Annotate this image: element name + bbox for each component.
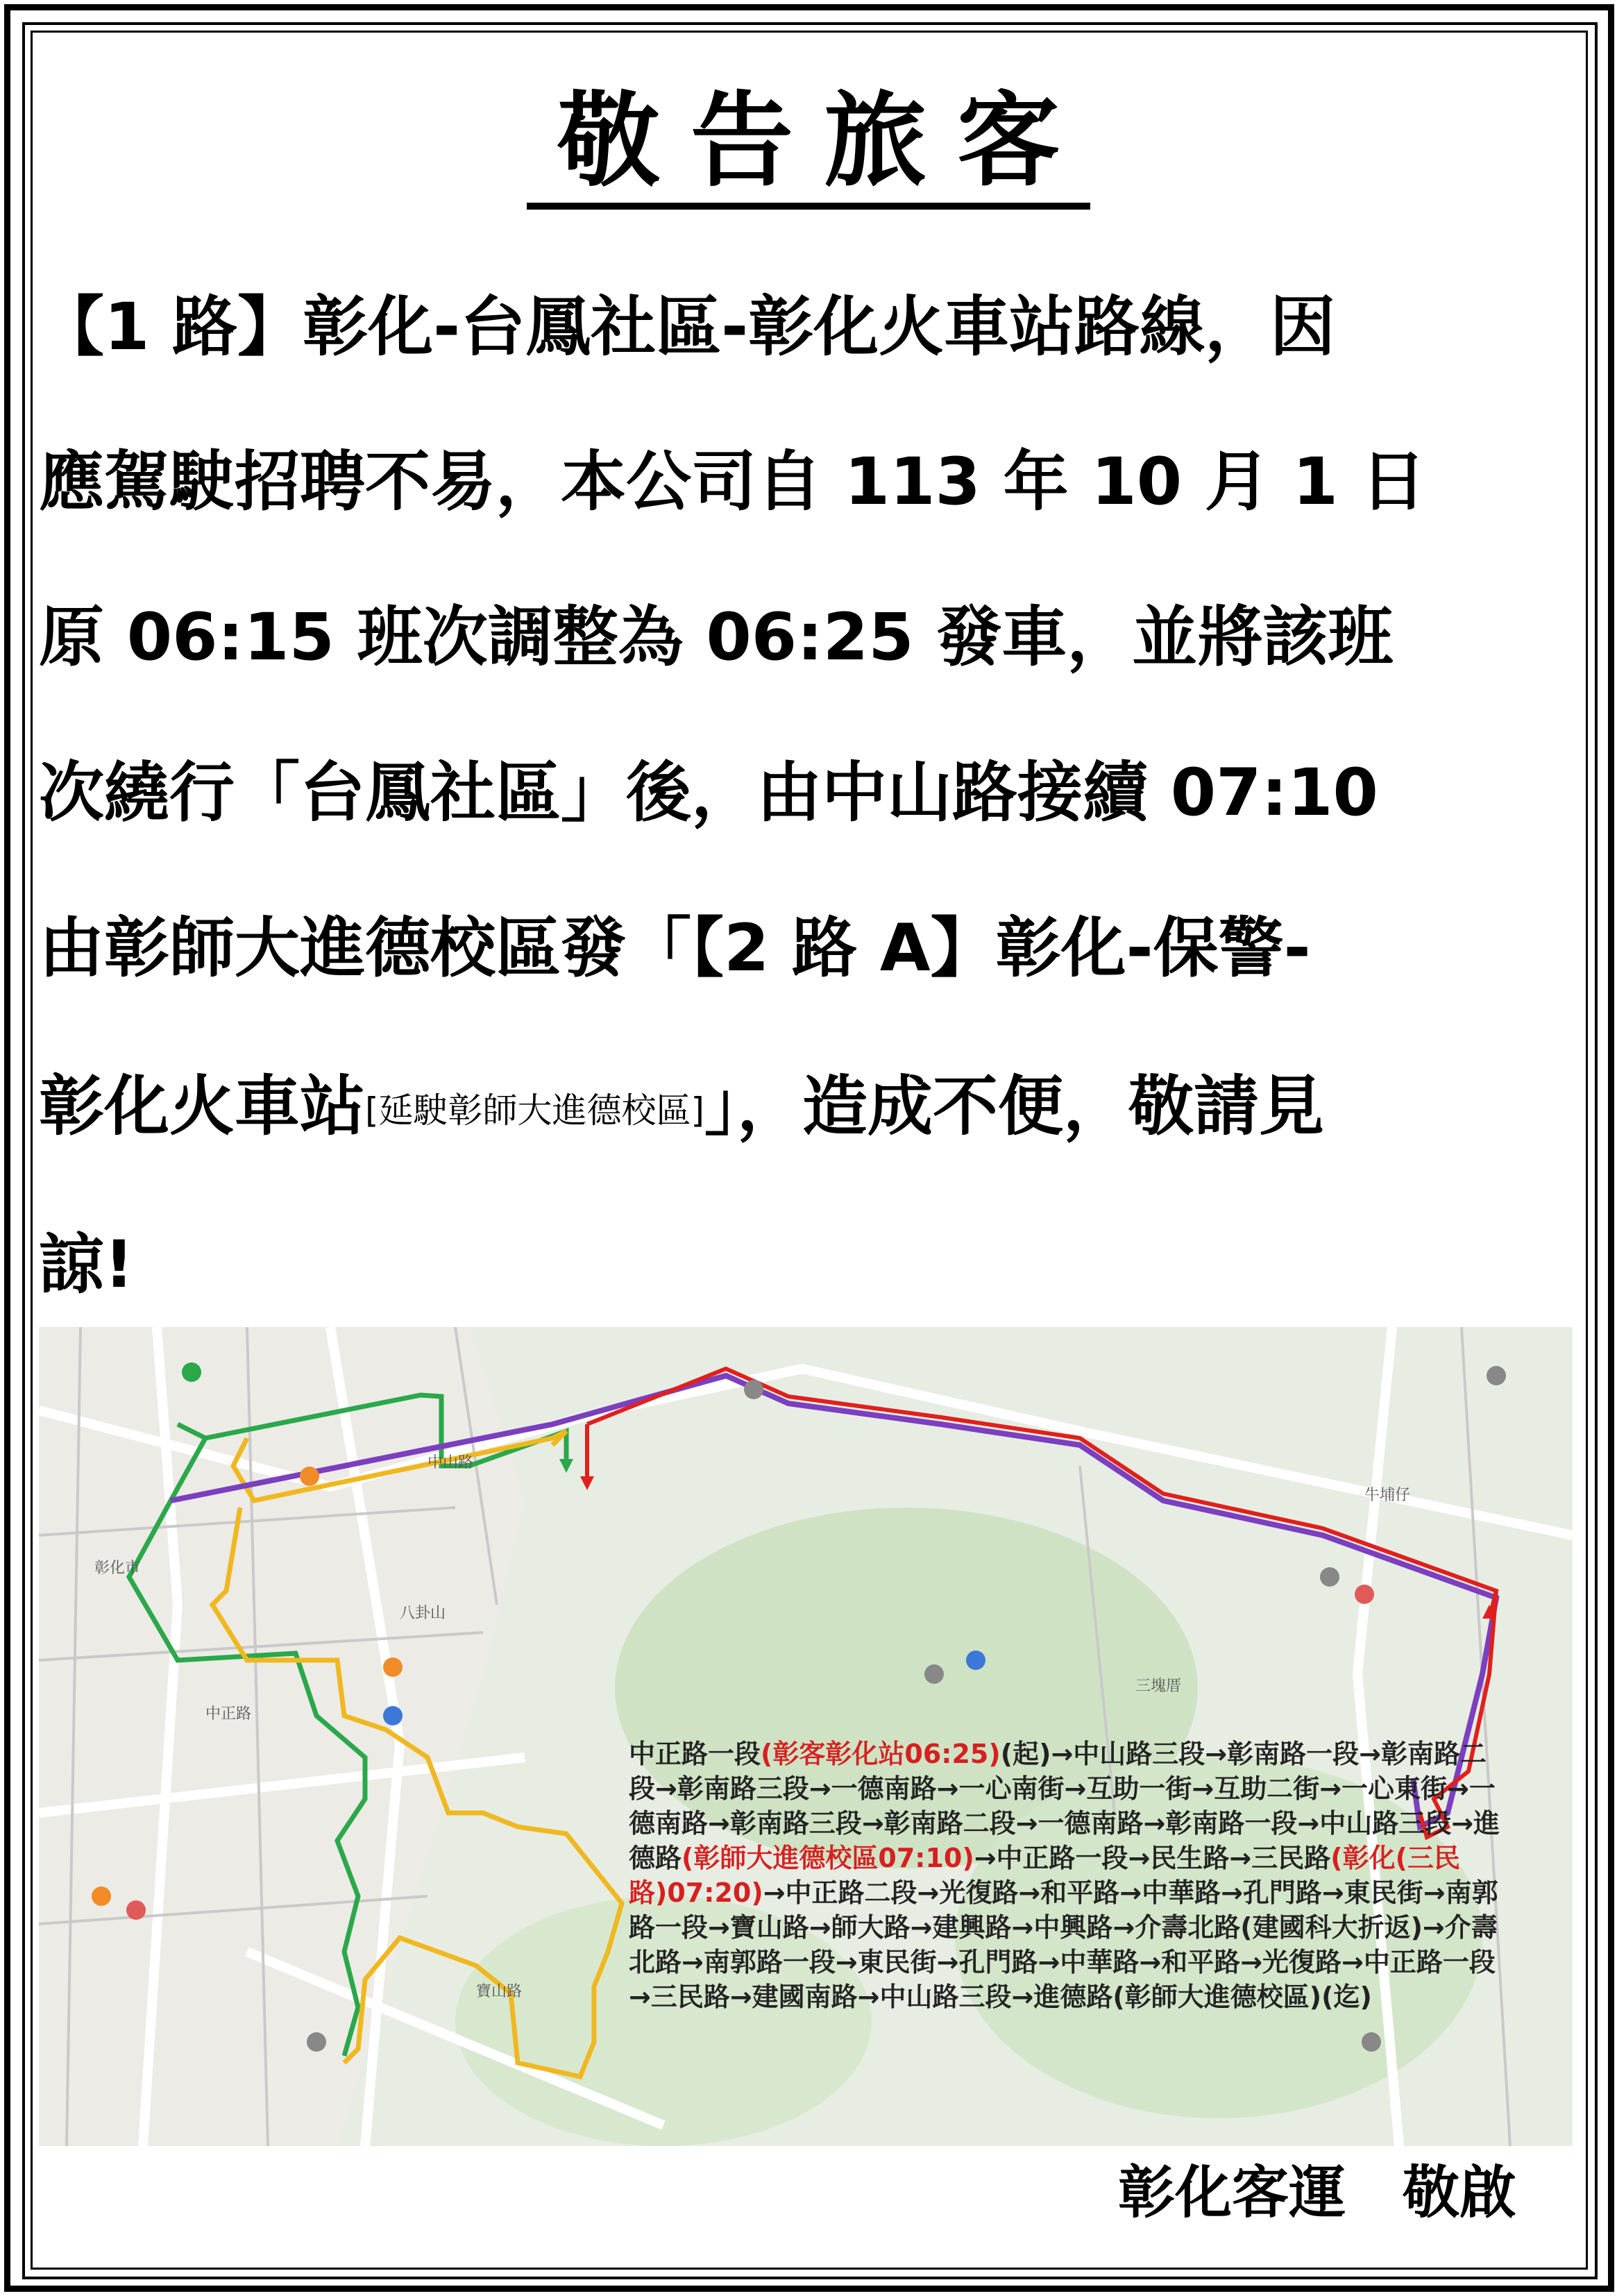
map-label-2: 八卦山 (400, 1605, 446, 1622)
map-label-5: 牛埔仔 (1364, 1487, 1411, 1504)
route-part-1: 中正路一段 (629, 1739, 761, 1769)
notice-line-7: 諒! (39, 1227, 134, 1303)
notice-line-1: 【1 路】彰化-台鳳社區-彰化火車站路線，因 (39, 289, 1336, 365)
notice-line-3: 原 06:15 班次調整為 06:25 發車，並將該班 (39, 600, 1394, 675)
route-part-2: (起)→中山路三段→彰南路一段→彰南路二段→彰南路三段→一德南路→一心南街→互助一街→互助二街→一心東街→一德南路→彰南路三段→彰南路二段→一德南路→彰南路一段→中山路三段→進德路 (629, 1739, 1500, 1873)
route-part-4: →中正路二段→光復路→和平路→中華路→孔門路→東民街→南郭路一段→寶山路→師大路→建興路→中興路→介壽北路(建國科大折返)→介壽北路→南郭路一段→東民街→孔門路→中華路→和平路→光復路→中正路一段→三民路→建國南路→中山路三段→進德路(彰師大進德校區)(迄) (629, 1877, 1498, 2012)
notice-line-6 (39, 1069, 1325, 1145)
route-highlight-2: (彰師大進德校區07:10) (681, 1843, 974, 1873)
map-label-4: 彰化市 (94, 1560, 141, 1577)
signature: 彰化客運 敬啟 (1117, 2160, 1516, 2226)
route-highlight-3: (彰化(三民路)07:20) (629, 1843, 1460, 1908)
notice-title (0, 82, 1617, 210)
notice-line-6-small: [延駛彰師大進德校區] (365, 1090, 705, 1131)
route-highlight-1: (彰客彰化站06:25) (761, 1739, 1001, 1769)
map-label-1: 中山路 (427, 1454, 474, 1471)
map-label-7: 中正路 (205, 1705, 252, 1723)
notice-title-text: 敬告旅客 (527, 82, 1090, 210)
map-label-3: 寶山路 (476, 1983, 523, 2000)
route-part-3: →中正路一段→民生路→三民路 (974, 1843, 1331, 1873)
notice-line-6-tail: 」，造成不便，敬請見 (704, 1069, 1325, 1145)
map-label-6: 三塊厝 (1135, 1678, 1182, 1695)
route-description (629, 1737, 1503, 2014)
notice-line-6-main: 彰化火車站 (39, 1069, 366, 1145)
route-map (39, 1327, 1573, 2146)
notice-line-2: 應駕駛招聘不易，本公司自 113 年 10 月 1 日 (39, 444, 1426, 520)
notice-line-5: 由彰師大進德校區發「【2 路 A】彰化-保警- (39, 911, 1311, 986)
notice-line-4: 次繞行「台鳳社區」後，由中山路接續 07:10 (39, 755, 1378, 831)
